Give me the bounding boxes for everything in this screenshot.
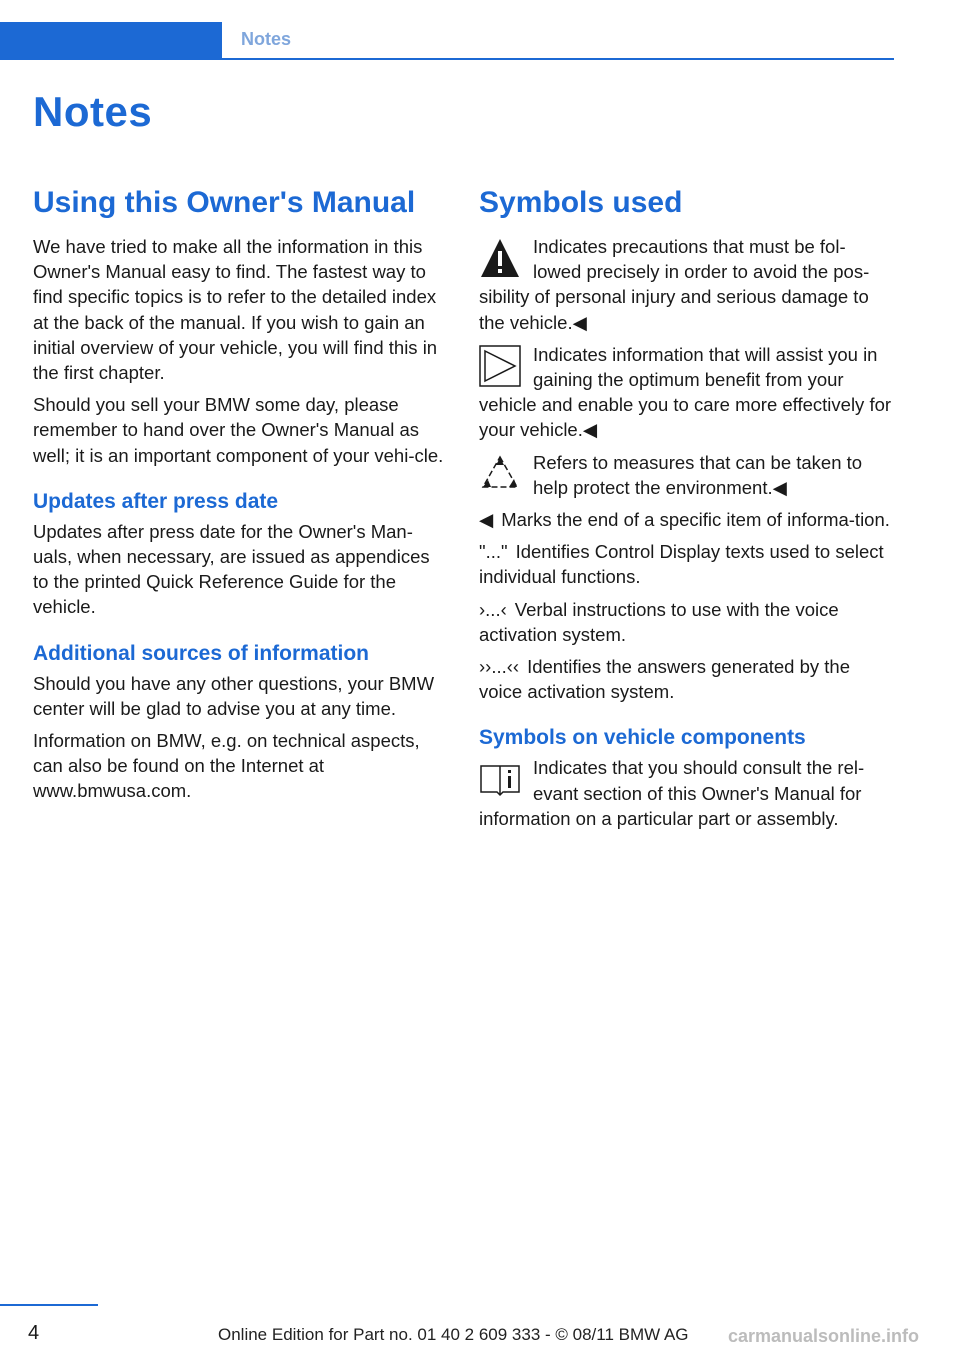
sell-paragraph: Should you sell your BMW some day, please remember to hand over the Owner's Manual as well; it is an important component of your vehi-cle.	[33, 394, 444, 466]
warning-text: Indicates precautions that must be fol-lowed precisely in order to avoid the pos-sibility of personal injury and serious damage to the vehicle.◀	[479, 236, 870, 333]
verbal-entry	[479, 597, 893, 647]
watermark: carmanualsonline.info	[728, 1326, 920, 1346]
header-section-title: Notes	[241, 29, 292, 49]
components-entry	[479, 755, 893, 838]
header-bar	[0, 22, 222, 60]
end-mark-entry	[479, 507, 893, 532]
verbal-text: Verbal instructions to use with the voice activation system.	[479, 598, 839, 645]
symbols-heading: Symbols used	[479, 186, 683, 219]
header-rule	[222, 58, 894, 60]
quote-entry	[479, 539, 893, 589]
environment-text: Refers to measures that can be taken to help protect the environment.◀	[533, 451, 863, 498]
manual-heading: Using this Owner's Manual	[33, 186, 416, 219]
answer-entry	[479, 654, 893, 704]
page-number: 4	[28, 1322, 40, 1344]
updates-heading: Updates after press date	[33, 489, 279, 513]
end-mark-text: Marks the end of a specific item of informa-tion.	[501, 509, 890, 531]
answer-mark: ››...‹‹	[479, 656, 520, 678]
recycle-icon	[479, 453, 521, 495]
manual-book-icon	[479, 758, 521, 800]
left-column	[33, 184, 447, 811]
info-triangle-icon	[479, 345, 521, 387]
info-entry	[479, 342, 893, 450]
warning-icon	[479, 237, 521, 279]
quote-text: Identifies Control Display texts used to select individual functions.	[479, 541, 884, 588]
components-text: Indicates that you should consult the rel-evant section of this Owner's Manual for information on a particular part or assembly.	[479, 757, 865, 829]
answer-text: Identifies the answers generated by the voice activation system.	[479, 656, 850, 703]
sources-heading: Additional sources of information	[33, 641, 370, 665]
footer-rule	[0, 1304, 98, 1306]
edition-note: Online Edition for Part no. 01 40 2 609 333 - © 08/11 BMW AG	[218, 1325, 689, 1344]
sources-paragraph-2: Information on BMW, e.g. on technical aspects, can also be found on the Internet at www.bmwusa.com.	[33, 730, 420, 802]
sources-paragraph-1: Should you have any other questions, your BMW center will be glad to advise you at any time.	[33, 672, 435, 719]
info-text: Indicates information that will assist you in gaining the optimum benefit from your vehicle and enable you to care more effectively for your vehicle.◀	[479, 343, 892, 441]
page-title: Notes	[33, 88, 153, 135]
quote-mark: "..."	[479, 541, 508, 563]
intro-paragraph: We have tried to make all the information in this Owner's Manual easy to find. The fastest way to find specific topics is to refer to the detailed index at the back of the manual. If you wish to gain an initial overview of your vehicle, you will find this in the first chapter.	[33, 236, 438, 384]
end-mark: ◀	[479, 509, 494, 531]
warning-entry	[479, 234, 893, 342]
verbal-mark: ›...‹	[479, 598, 507, 620]
components-heading: Symbols on vehicle components	[479, 726, 806, 750]
environment-entry	[479, 450, 893, 507]
right-column	[479, 184, 893, 838]
updates-paragraph: Updates after press date for the Owner's Man-uals, when necessary, are issued as appendices to the printed Quick Reference Guide for the vehicle.	[33, 520, 430, 618]
